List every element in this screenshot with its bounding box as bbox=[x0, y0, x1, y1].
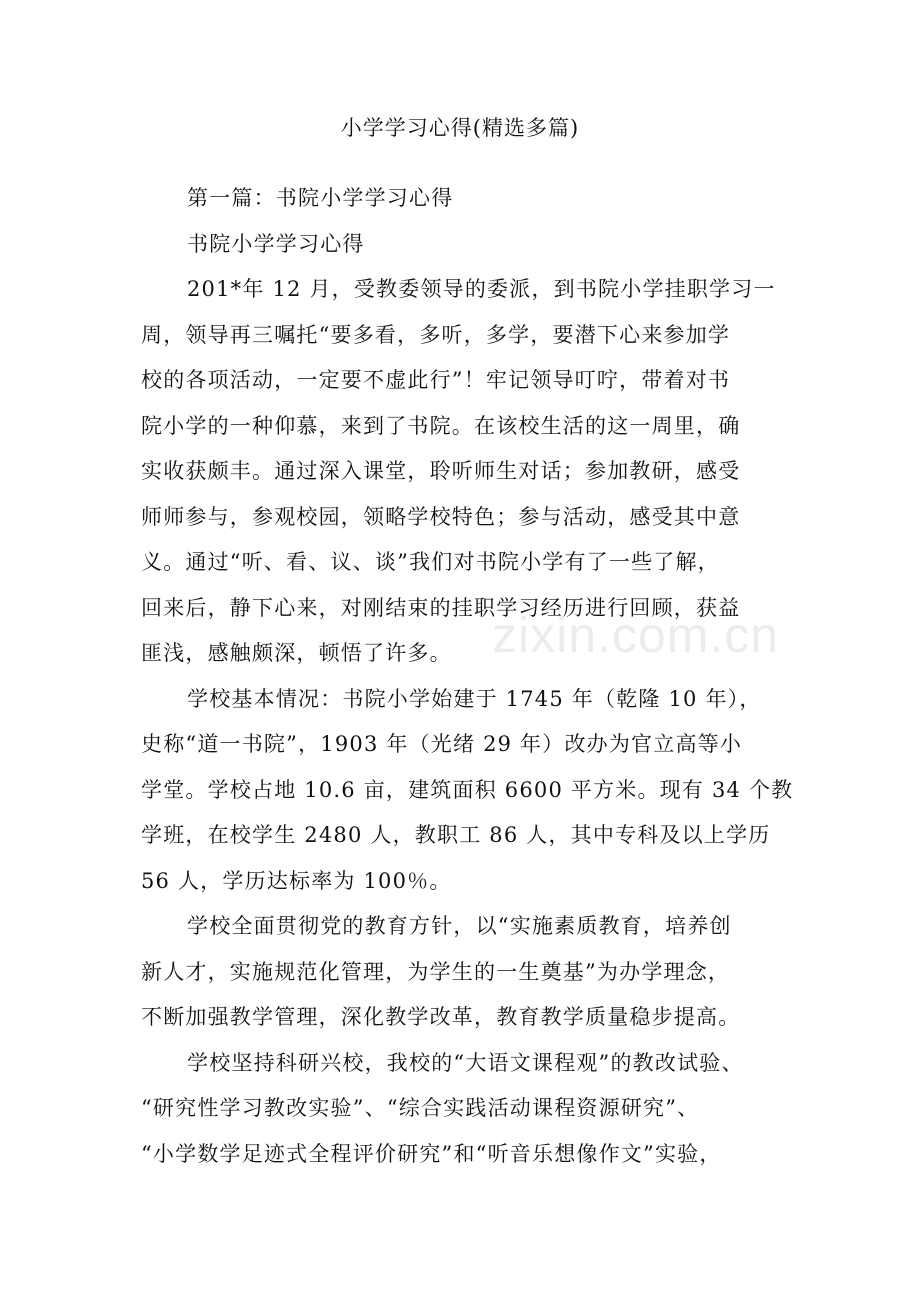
text-line: 师师参与，参观校园，领略学校特色；参与活动，感受其中意 bbox=[141, 504, 741, 529]
text-line: 义。通过“听、看、议、谈”我们对书院小学有了一些了解， bbox=[141, 550, 720, 574]
text-line: 回来后，静下心来，对刚结束的挂职学习经历进行回顾，获益 bbox=[141, 595, 741, 620]
document-body bbox=[141, 176, 794, 1177]
text-line: 56 人，学历达标率为 100％。 bbox=[141, 868, 452, 893]
text-line: 书院小学学习心得 bbox=[187, 231, 365, 256]
document-title: 小学学习心得(精选多篇) bbox=[340, 116, 580, 140]
text-line: 学校全面贯彻党的教育方针，以“实施素质教育，培养创 bbox=[187, 914, 732, 938]
text-line: 学班，在校学生 2480 人，教职工 86 人，其中专科及以上学历 bbox=[141, 823, 771, 847]
text-line: 史称“道一书院”，1903 年（光绪 29 年）改办为官立高等小 bbox=[141, 732, 743, 756]
watermark: zixin.com.cn bbox=[492, 607, 780, 663]
text-line: 校的各项活动，一定要不虚此行”！牢记领导叮咛，带着对书 bbox=[141, 368, 731, 392]
text-line: 实收获颇丰。通过深入课堂，聆听师生对话；参加教研，感受 bbox=[141, 459, 741, 483]
text-line: 第一篇：书院小学学习心得 bbox=[187, 186, 454, 210]
text-line: 学校坚持科研兴校，我校的“大语文课程观”的教改试验、 bbox=[187, 1050, 744, 1075]
text-line: “研究性学习教改实验”、“综合实践活动课程资源研究”、 bbox=[141, 1096, 700, 1120]
text-line: 201*年 12 月，受教委领导的委派，到书院小学挂职学习一 bbox=[187, 277, 776, 301]
text-line: 不断加强教学管理，深化教学改革，教育教学质量稳步提高。 bbox=[141, 1005, 741, 1029]
text-line: 周，领导再三嘱托“要多看，多听，多学，要潜下心来参加学 bbox=[141, 322, 731, 347]
text-line: 学堂。学校占地 10.6 亩，建筑面积 6600 平方米。现有 34 个教 bbox=[141, 777, 794, 802]
text-line: 院小学的一种仰慕，来到了书院。在该校生活的这一周里，确 bbox=[141, 413, 741, 438]
text-line: “小学数学足迹式全程评价研究”和“听音乐想像作文”实验， bbox=[141, 1141, 722, 1166]
text-line: 学校基本情况：书院小学始建于 1745 年（乾隆 10 年）， bbox=[187, 686, 762, 711]
text-line: 新人才，实施规范化管理，为学生的一生奠基”为办学理念， bbox=[141, 959, 731, 984]
text-line: 匪浅，感触颇深，顿悟了许多。 bbox=[141, 641, 452, 665]
